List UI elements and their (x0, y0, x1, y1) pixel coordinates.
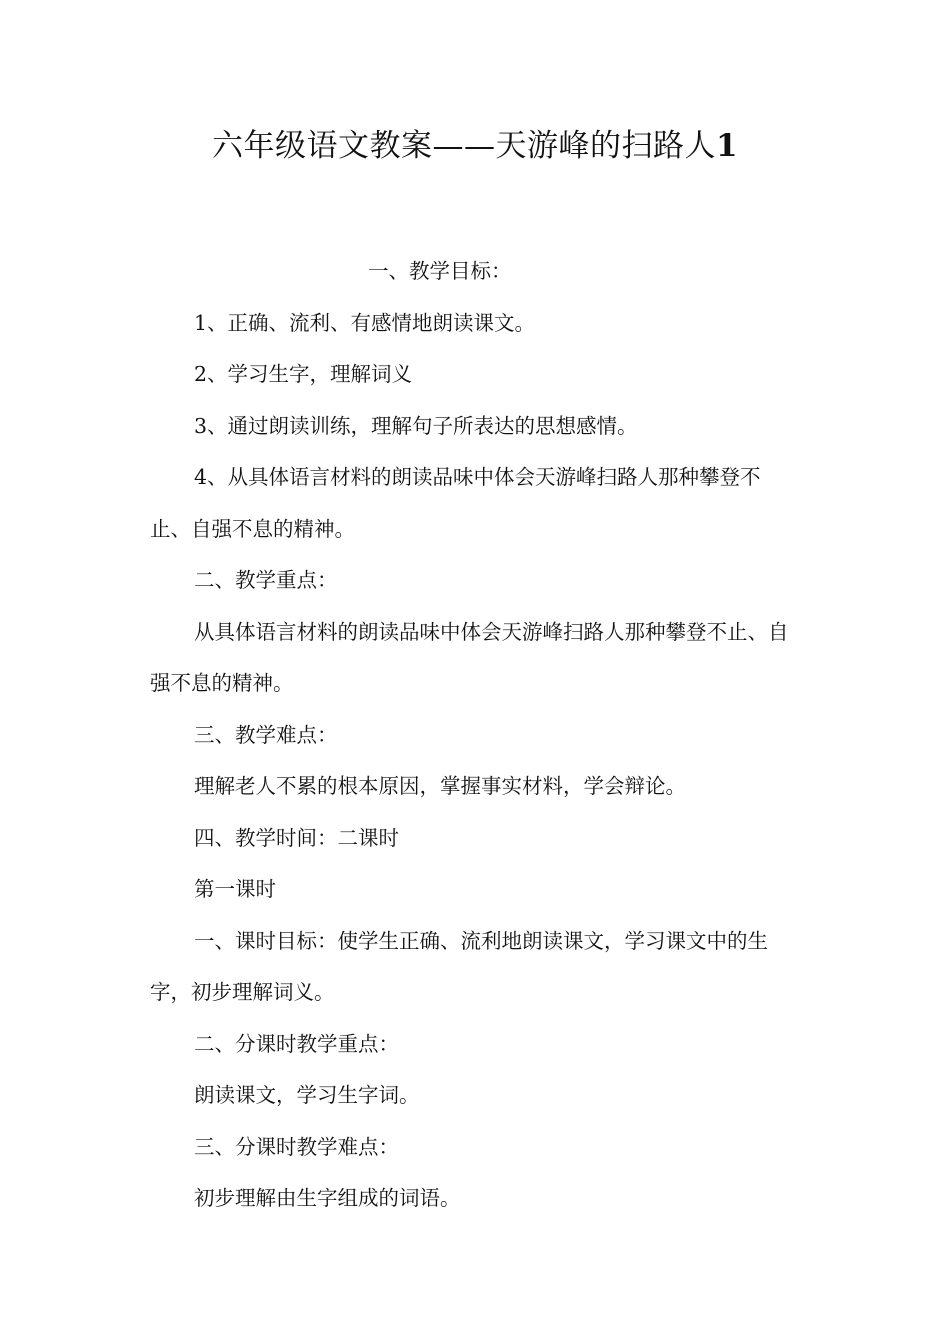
document-title (0, 122, 950, 170)
title-text: 六年级语文教案——天游峰的扫路人 (211, 128, 716, 164)
lesson-heading: 第一课时 (194, 877, 276, 901)
paragraph: 初步理解由生字组成的词语。 (194, 1186, 461, 1210)
section-heading-difficulties: 三、教学难点： (194, 722, 338, 747)
paragraph: 4、从具体语言材料的朗读品味中体会天游峰扫路人那种攀登不止、自强不息的精神。 (150, 465, 761, 541)
paragraph: 一、课时目标：使学生正确、流利地朗读课文，学习课文中的生字，初步理解词义。 (150, 928, 768, 1004)
section-heading-objectives: 一、教学目标： (368, 259, 512, 283)
section-heading: 三、分课时教学难点： (194, 1134, 399, 1159)
paragraph: 3、通过朗读训练，理解句子所表达的思想感情。 (194, 413, 638, 438)
paragraph: 1、正确、流利、有感情地朗读课文。 (194, 310, 536, 335)
section-heading-time: 四、教学时间：二课时 (194, 825, 399, 850)
paragraph: 朗读课文，学习生字词。 (194, 1083, 420, 1107)
title-number: 1 (715, 128, 739, 164)
section-heading-key-points: 二、教学重点： (194, 568, 338, 592)
paragraph: 从具体语言材料的朗读品味中体会天游峰扫路人那种攀登不止、自强不息的精神。 (150, 619, 789, 695)
document-body (150, 246, 800, 1225)
section-heading: 二、分课时教学重点： (194, 1031, 399, 1056)
paragraph: 理解老人不累的根本原因，掌握事实材料，学会辩论。 (194, 774, 686, 798)
paragraph: 2、学习生字，理解词义 (194, 362, 413, 386)
